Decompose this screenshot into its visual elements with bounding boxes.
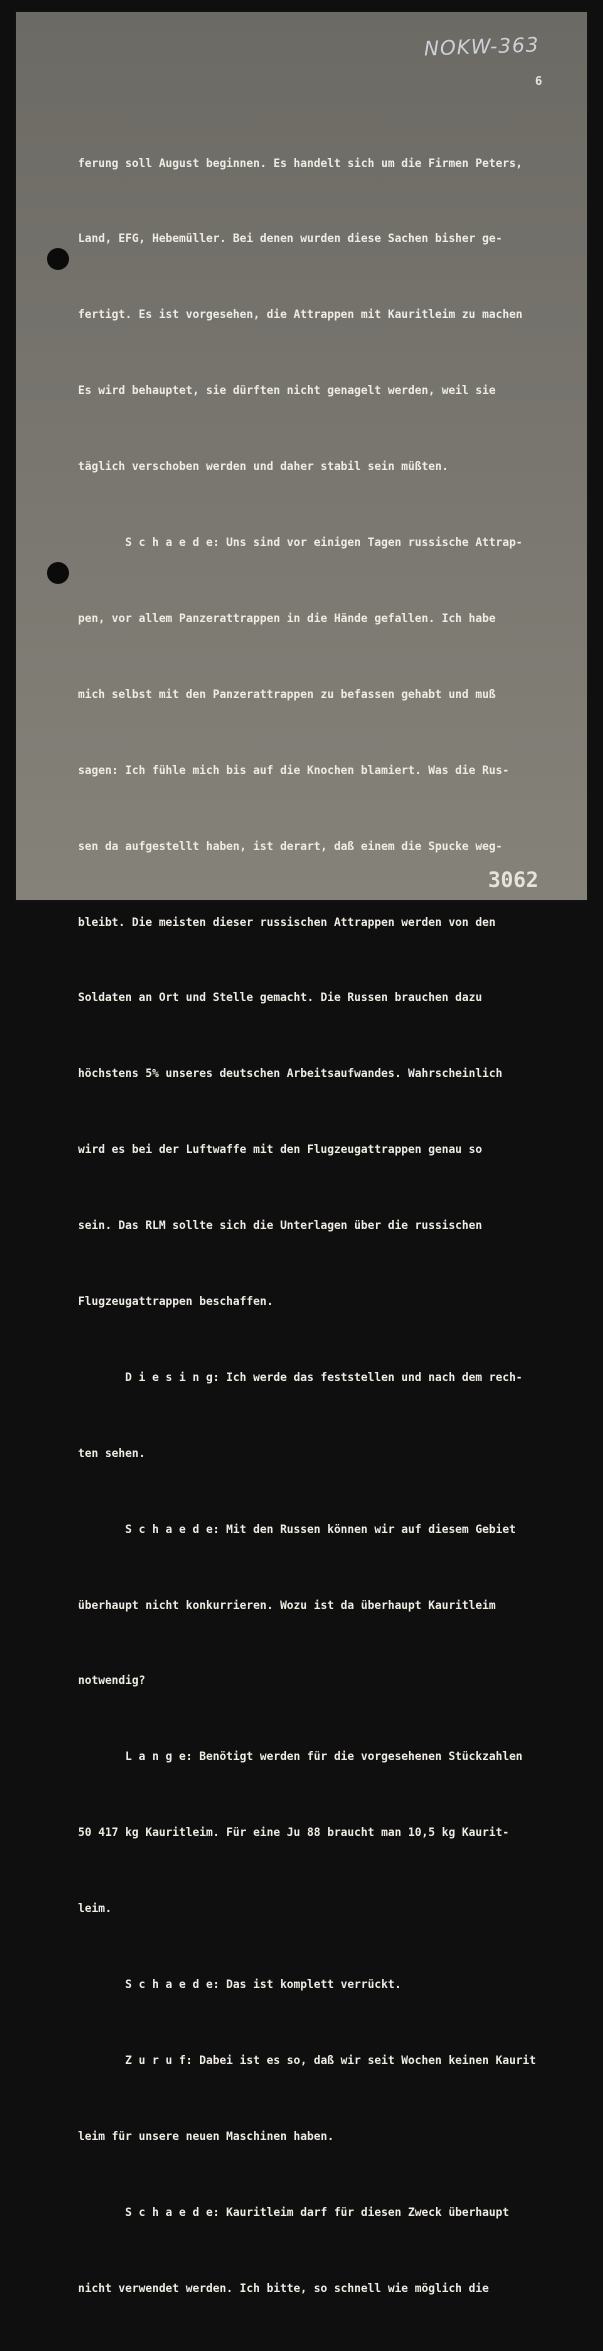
- transcript-text: [78, 100, 578, 2351]
- text-line: leim.: [78, 1902, 112, 1916]
- text-line: fertigt. Es ist vorgesehen, die Attrappen mit Kauritleim zu machen: [78, 308, 523, 322]
- text-line: nicht verwendet werden. Ich bitte, so schnell wie möglich die: [78, 2281, 489, 2295]
- text-line: 50 417 kg Kauritleim. Für eine Ju 88 braucht man 10,5 kg Kaurit-: [78, 1826, 510, 1840]
- text-line: S c h a e d e: Das ist komplett verrückt.: [78, 1977, 402, 1991]
- text-line: S c h a e d e: Kauritleim darf für diesen Zweck überhaupt: [78, 2205, 510, 2219]
- text-line: täglich verschoben werden und daher stabil sein müßten.: [78, 460, 449, 474]
- text-line: bleibt. Die meisten dieser russischen Attrappen werden von den: [78, 915, 496, 929]
- text-line: S c h a e d e: Uns sind vor einigen Tagen russische Attrap-: [78, 536, 523, 550]
- text-line: pen, vor allem Panzerattrappen in die Hände gefallen. Ich habe: [78, 611, 496, 625]
- text-line: ferung soll August beginnen. Es handelt sich um die Firmen Peters,: [78, 156, 523, 170]
- text-line: höchstens 5% unseres deutschen Arbeitsaufwandes. Wahrscheinlich: [78, 1067, 503, 1081]
- text-line: sen da aufgestellt haben, ist derart, daß einem die Spucke weg-: [78, 839, 503, 853]
- footer-number: 3062: [488, 868, 539, 892]
- text-line: überhaupt nicht konkurrieren. Wozu ist da überhaupt Kauritleim: [78, 1598, 496, 1612]
- text-line: Soldaten an Ort und Stelle gemacht. Die Russen brauchen dazu: [78, 991, 483, 1005]
- punch-hole-top: [47, 248, 69, 270]
- text-line: sagen: Ich fühle mich bis auf die Knochen blamiert. Was die Rus-: [78, 763, 510, 777]
- text-line: mich selbst mit den Panzerattrappen zu befassen gehabt und muß: [78, 687, 496, 701]
- text-line: Land, EFG, Hebemüller. Bei denen wurden diese Sachen bisher ge-: [78, 232, 503, 246]
- text-line: D i e s i n g: Ich werde das feststellen und nach dem rech-: [78, 1370, 523, 1384]
- page-number: 6: [535, 74, 543, 88]
- text-line: sein. Das RLM sollte sich die Unterlagen über die russischen: [78, 1219, 483, 1233]
- text-line: S c h a e d e: Mit den Russen können wir auf diesem Gebiet: [78, 1522, 516, 1536]
- text-line: Es wird behauptet, sie dürften nicht genagelt werden, weil sie: [78, 384, 496, 398]
- text-line: Z u r u f: Dabei ist es so, daß wir seit Wochen keinen Kaurit: [78, 2053, 537, 2067]
- text-line: wird es bei der Luftwaffe mit den Flugzeugattrappen genau so: [78, 1143, 483, 1157]
- text-line: ten sehen.: [78, 1446, 146, 1460]
- text-line: L a n g e: Benötigt werden für die vorgesehenen Stückzahlen: [78, 1750, 523, 1764]
- text-line: notwendig?: [78, 1674, 146, 1688]
- text-line: Flugzeugattrappen beschaffen.: [78, 1294, 274, 1308]
- document-page: [14, 10, 589, 2295]
- punch-hole-bottom: [47, 562, 69, 584]
- text-line: leim für unsere neuen Maschinen haben.: [78, 2129, 334, 2143]
- document-stamp: NOKW-363: [423, 32, 540, 61]
